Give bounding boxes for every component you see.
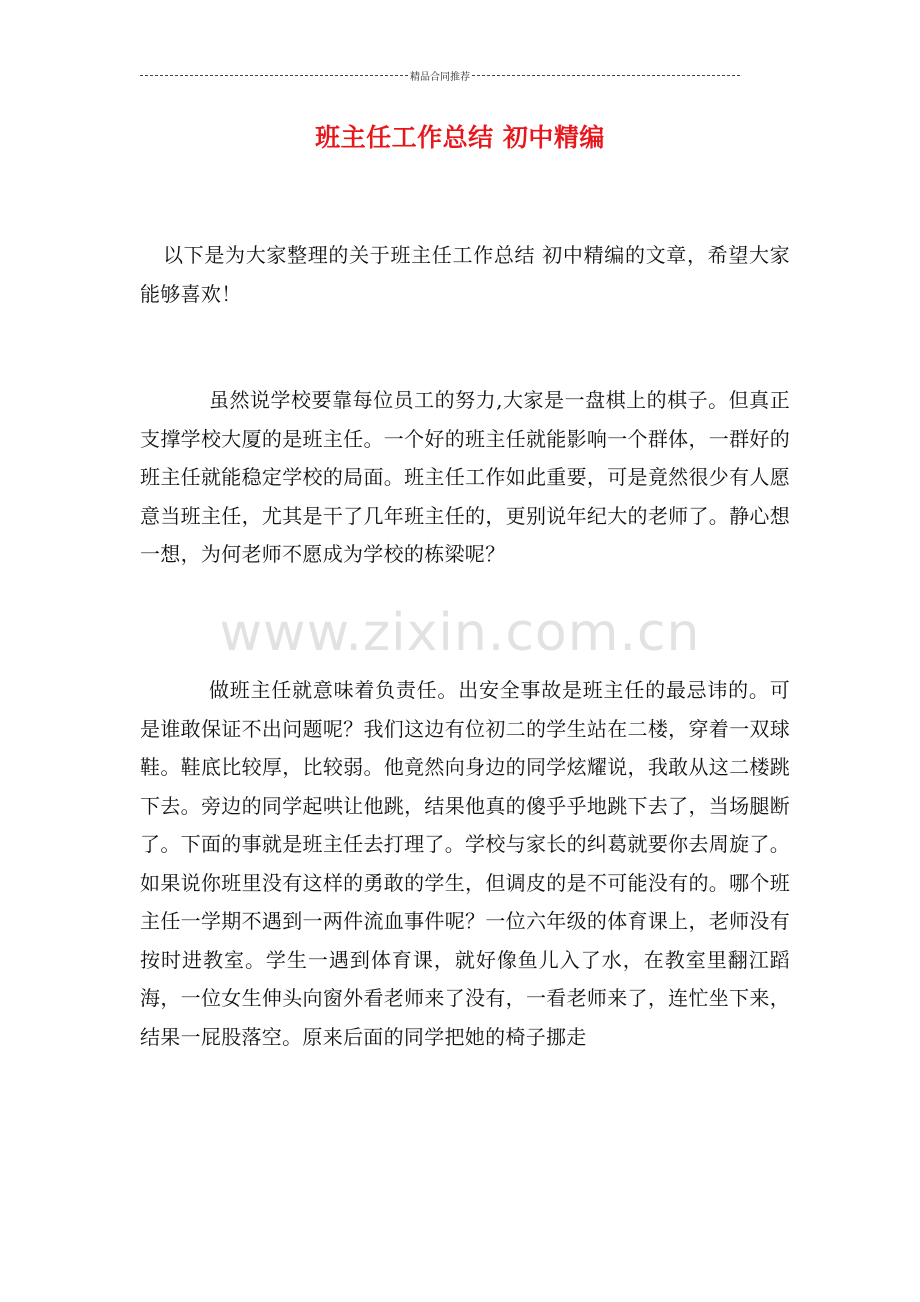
intro-paragraph: 以下是为大家整理的关于班主任工作总结 初中精编的文章，希望大家能够喜欢！ [140, 243, 790, 306]
body-paragraph-2: 做班主任就意味着负责任。出安全事故是班主任的最忌讳的。可是谁敢保证不出问题呢？我们这边有位初二的学生站在二楼，穿着一双球鞋。鞋底比较厚，比较弱。他竟然向身边的同学炫耀说，我敢从这二楼跳下去。旁边的同学起哄让他跳，结果他真的傻乎乎地跳下去了，当场腿断了。下面的事就是班主任去打理了。学校与家长的纠葛就要你去周旋了。如果说你班里没有这样的勇敢的学生，但调皮的是不可能没有的。哪个班主任一学期不遇到一两件流血事件呢？一位六年级的体育课上，老师没有按时进教室。学生一遇到体育课，就好像鱼儿入了水，在教室里翻江蹈海，一位女生伸头向窗外看老师来了没有，一看老师来了，连忙坐下来，结果一屁股落空。原来后面的同学把她的椅子挪走 [140, 678, 790, 1049]
document-title: 班主任工作总结 初中精编 [315, 123, 605, 152]
body-paragraph-1: 虽然说学校要靠每位员工的努力,大家是一盘棋上的棋子。但真正支撑学校大厦的是班主任。一个好的班主任就能影响一个群体，一群好的班主任就能稳定学校的局面。班主任工作如此重要，可是竟然很少有人愿意当班主任，尤其是干了几年班主任的，更别说年纪大的老师了。静心想一想，为何老师不愿成为学校的栋梁呢？ [140, 388, 790, 566]
header-dash-left [140, 75, 408, 76]
header-label: 精品合同推荐 [410, 71, 470, 83]
header-dash-right [472, 75, 740, 76]
watermark-text: www.zixin.com.cn [219, 603, 701, 663]
header-rule [140, 68, 740, 82]
